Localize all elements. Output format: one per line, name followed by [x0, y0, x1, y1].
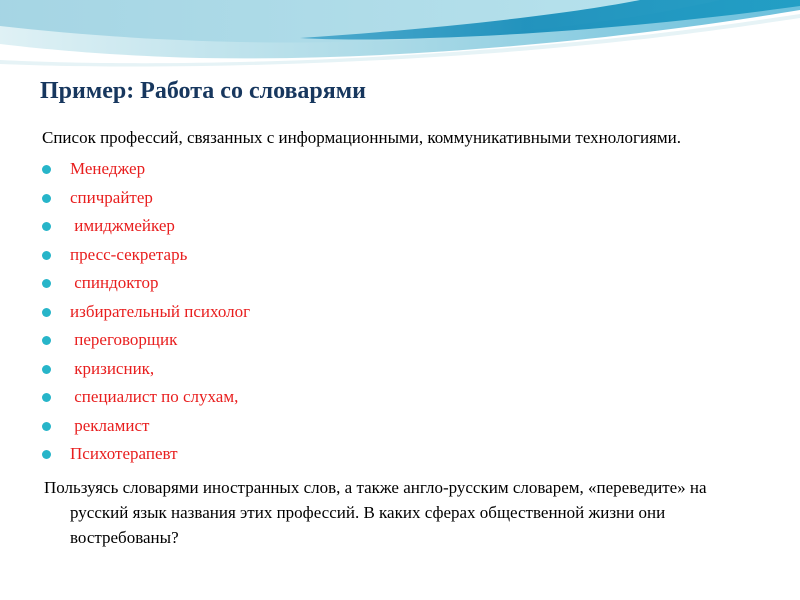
- bullet-dot-icon: [42, 422, 51, 431]
- bullet-dot-icon: [42, 365, 51, 374]
- bullet-dot-icon: [42, 308, 51, 317]
- bullet-dot-icon: [42, 222, 51, 231]
- list-item-label: спичрайтер: [70, 187, 153, 207]
- list-item-label: избирательный психолог: [70, 301, 251, 321]
- task-text: Пользуясь словарями иностранных слов, а также англо-русским словарем, «переведите» на русский язык названия этих профессий. В каких сферах общественной жизни они востребованы?: [44, 477, 707, 547]
- bullet-dot-icon: [42, 336, 51, 345]
- bullet-dot-icon: [42, 450, 51, 459]
- bullet-dot-icon: [42, 165, 51, 174]
- list-item-label: Менеджер: [70, 159, 146, 178]
- list-item: [42, 212, 742, 241]
- list-item: [42, 326, 742, 355]
- professions-list: [42, 155, 742, 469]
- list-item-label: кризисник,: [70, 358, 155, 378]
- bullet-dot-icon: [42, 194, 51, 203]
- list-item: [42, 155, 742, 184]
- list-item-label: пресс-секретарь: [70, 244, 188, 264]
- list-item: [42, 184, 742, 213]
- list-item: [42, 440, 742, 469]
- list-item-label: переговорщик: [70, 330, 178, 349]
- list-item: [42, 355, 742, 384]
- list-item: [42, 412, 742, 441]
- intro-text: Список профессий, связанных с информационными, коммуникативными технологиями.: [42, 128, 682, 147]
- list-item: [42, 241, 742, 270]
- slide-body: [42, 127, 742, 550]
- list-item: [42, 298, 742, 327]
- list-item-label: спиндоктор: [70, 273, 159, 292]
- bullet-dot-icon: [42, 279, 51, 288]
- list-item-label: рекламист: [70, 415, 150, 435]
- list-item-label: Психотерапевт: [70, 444, 178, 463]
- slide-title: Пример: Работа со словарями: [40, 78, 366, 104]
- list-item: [42, 383, 742, 412]
- bullet-dot-icon: [42, 393, 51, 402]
- list-item: [42, 269, 742, 298]
- bullet-dot-icon: [42, 251, 51, 260]
- list-item-label: специалист по слухам,: [70, 387, 239, 406]
- header-wave-decoration: [0, 0, 800, 70]
- list-item-label: имиджмейкер: [70, 216, 175, 235]
